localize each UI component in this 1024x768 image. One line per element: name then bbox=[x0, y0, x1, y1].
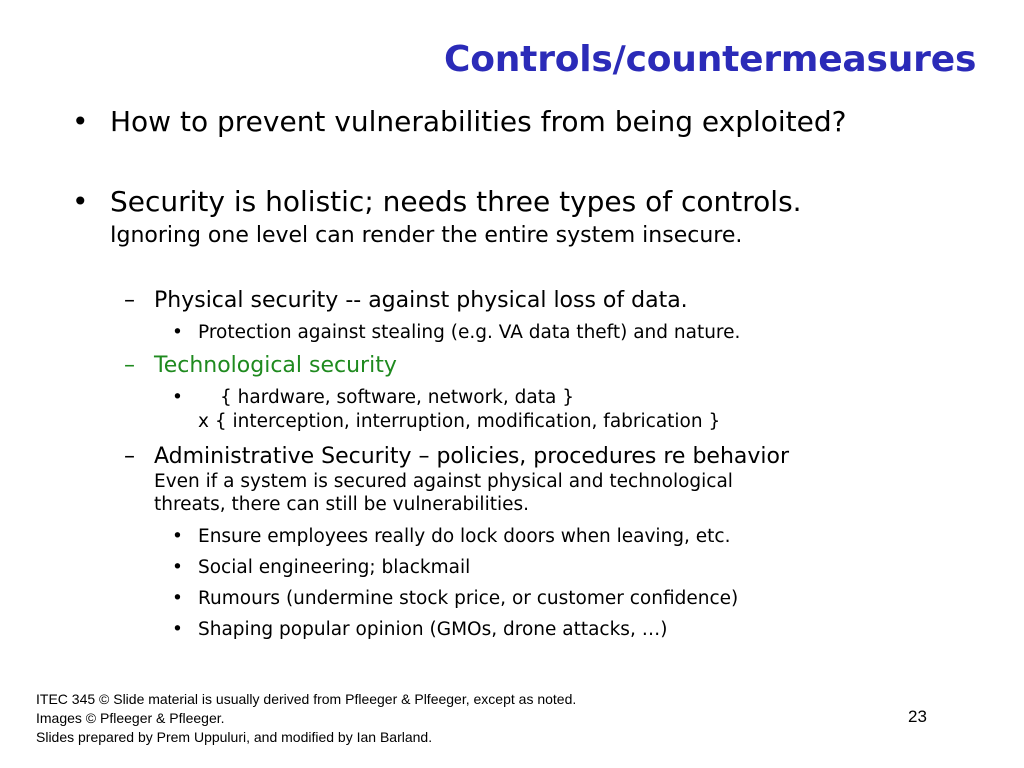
page-number: 23 bbox=[908, 707, 927, 726]
sub-bullet-marker: • bbox=[172, 387, 183, 408]
bullet-marker: • bbox=[72, 105, 89, 138]
technological-security-item: Technological security bbox=[154, 353, 397, 378]
footer-copyright-line: ITEC 345 © Slide material is usually derived from Pfleeger & Plfeeger, except as noted. bbox=[36, 691, 577, 707]
administrative-note-line2: threats, there can still be vulnerabilities. bbox=[154, 494, 530, 515]
tech-asset-set: { hardware, software, network, data } bbox=[220, 387, 574, 408]
slide-footer bbox=[36, 690, 576, 747]
sub-bullet-marker: • bbox=[172, 322, 183, 343]
dash-marker: – bbox=[124, 444, 135, 469]
sub-bullet-marker: • bbox=[172, 588, 183, 609]
footer-credits-line: Slides prepared by Prem Uppuluri, and modified by Ian Barland. bbox=[36, 729, 433, 745]
admin-popular-opinion-item: Shaping popular opinion (GMOs, drone attacks, …) bbox=[198, 619, 668, 640]
admin-lock-doors-item: Ensure employees really do lock doors when leaving, etc. bbox=[198, 526, 731, 547]
slide-title: Controls/countermeasures bbox=[444, 39, 977, 80]
sub-bullet-marker: • bbox=[172, 526, 183, 547]
administrative-note-line1: Even if a system is secured against physical and technological bbox=[154, 471, 733, 492]
administrative-security-item: Administrative Security – policies, procedures re behavior bbox=[154, 444, 790, 469]
tech-threat-set: x { interception, interruption, modification, fabrication } bbox=[198, 411, 721, 432]
admin-social-engineering-item: Social engineering; blackmail bbox=[198, 557, 471, 578]
admin-rumours-item: Rumours (undermine stock price, or customer confidence) bbox=[198, 588, 739, 609]
bullet-security-holistic: Security is holistic; needs three types of controls. bbox=[110, 185, 802, 218]
bullet-marker: • bbox=[72, 185, 89, 218]
sub-bullet-marker: • bbox=[172, 619, 183, 640]
physical-protection-item: Protection against stealing (e.g. VA data theft) and nature. bbox=[198, 322, 741, 343]
footer-images-line: Images © Pfleeger & Pfleeger. bbox=[36, 710, 225, 726]
bullet-security-holistic-note: Ignoring one level can render the entire system insecure. bbox=[110, 223, 743, 248]
dash-marker: – bbox=[124, 288, 135, 313]
physical-security-item: Physical security -- against physical loss of data. bbox=[154, 288, 688, 313]
dash-marker: – bbox=[124, 353, 135, 378]
sub-bullet-marker: • bbox=[172, 557, 183, 578]
bullet-prevent-vulnerabilities: How to prevent vulnerabilities from being exploited? bbox=[110, 105, 847, 138]
